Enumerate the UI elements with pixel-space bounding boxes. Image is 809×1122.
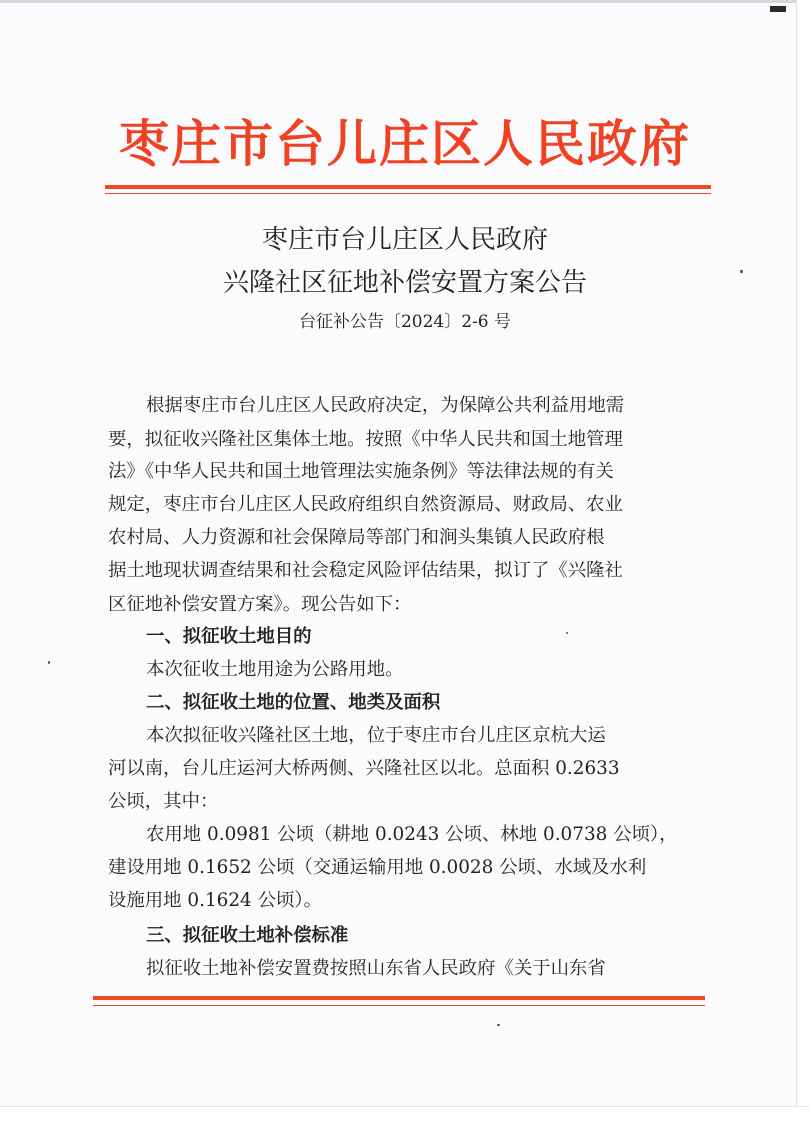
- red-masthead: 枣庄市台儿庄区人民政府: [119, 115, 691, 173]
- scan-right-edge: [796, 0, 809, 1122]
- masthead-rule-thin: [105, 193, 711, 194]
- body-line: 建设用地 0.1652 公顷（交通运输用地 0.0028 公顷、水域及水利: [108, 857, 647, 878]
- notice-title-line-2: 兴隆社区征地补偿安置方案公告: [222, 268, 587, 298]
- document-number: 台征补公告〔2024〕2-6 号: [298, 312, 512, 332]
- body-line: 法》《中华人民共和国土地管理法实施条例》等法律法规的有关: [108, 461, 614, 482]
- footer-rule-thick: [93, 996, 705, 1000]
- body-line: 设施用地 0.1624 公顷）。: [108, 890, 322, 911]
- scan-speck: [48, 661, 50, 664]
- body-line: 根据枣庄市台儿庄区人民政府决定，为保障公共利益用地需: [146, 395, 625, 416]
- scan-speck: [566, 632, 568, 634]
- body-line: 本次拟征收兴隆社区土地，位于枣庄市台儿庄区京杭大运: [146, 725, 606, 746]
- section-heading-3: 三、拟征收土地补偿标准: [146, 925, 349, 946]
- scan-corner-mark: [770, 6, 786, 12]
- scan-speck: [497, 1024, 500, 1026]
- notice-title-line-1: 枣庄市台儿庄区人民政府: [261, 225, 548, 255]
- section-heading-1: 一、拟征收土地目的: [146, 626, 312, 647]
- body-line: 河以南，台儿庄运河大桥两侧、兴隆社区以北。总面积 0.2633: [108, 758, 620, 779]
- scan-speck: [740, 270, 743, 273]
- body-line: 规定，枣庄市台儿庄区人民政府组织自然资源局、财政局、农业: [108, 494, 623, 515]
- scan-top-edge: [0, 0, 809, 3]
- masthead-rule-thick: [105, 185, 711, 189]
- body-line: 区征地补偿安置方案》。现公告如下：: [108, 594, 412, 615]
- body-line: 本次征收土地用途为公路用地。: [146, 659, 404, 680]
- body-line: 农村局、人力资源和社会保障局等部门和涧头集镇人民政府根: [108, 527, 605, 548]
- body-line: 农用地 0.0981 公顷（耕地 0.0243 公顷、林地 0.0738 公顷），: [146, 824, 678, 845]
- body-line: 要，拟征收兴隆社区集体土地。按照《中华人民共和国土地管理: [108, 429, 623, 450]
- body-line: 据土地现状调查结果和社会稳定风险评估结果，拟订了《兴隆社: [108, 560, 623, 581]
- scan-bottom-edge: [0, 1106, 809, 1122]
- footer-rule-thin: [93, 1005, 705, 1006]
- body-line: 拟征收土地补偿安置费按照山东省人民政府《关于山东省: [146, 958, 606, 979]
- section-heading-2: 二、拟征收土地的位置、地类及面积: [146, 692, 441, 713]
- body-line: 公顷，其中：: [108, 791, 219, 812]
